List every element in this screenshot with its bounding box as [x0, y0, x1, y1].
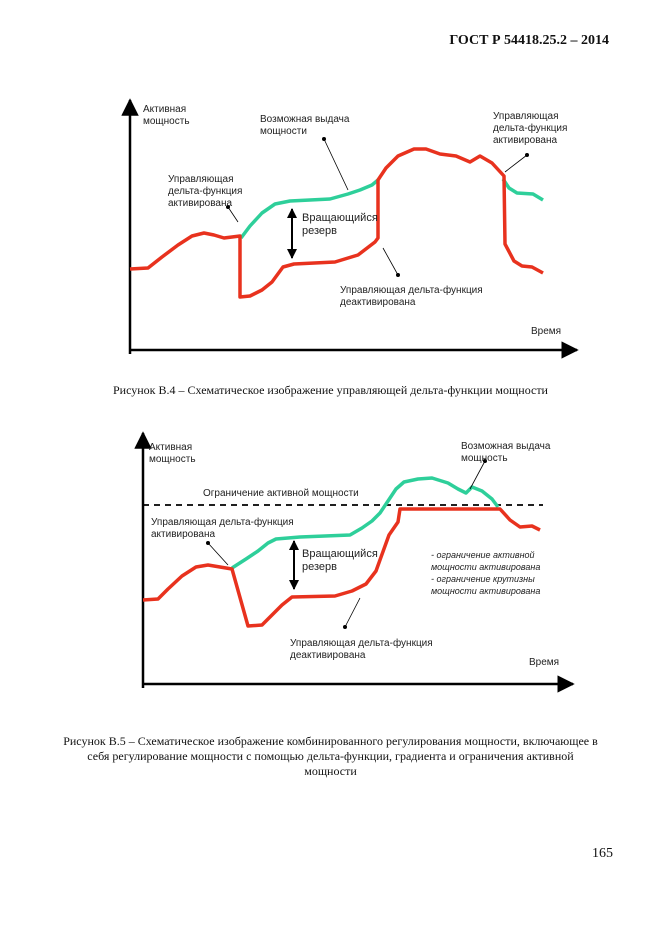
x-axis-label: Время: [531, 326, 562, 337]
y-axis-label: Активная мощность: [149, 442, 196, 465]
limits-legend: - ограничение активной мощности активирована - ограничение крутизны мощности активирована: [431, 550, 541, 596]
delta-activated-label: Управляющая дельта-функция активирована: [151, 517, 294, 540]
x-axis-label: Время: [529, 657, 560, 668]
available-power-curve-right: [503, 179, 543, 200]
power-limit-label: Ограничение активной мощности: [203, 488, 359, 499]
delta-activated-right-label: Управляющая дельта-функция активирована: [493, 111, 568, 146]
available-power-label: Возможная выдача мощности: [260, 114, 350, 137]
delta-deactivated-label: Управляющая дельта-функция деактивирована: [290, 638, 433, 661]
spinning-reserve-label: Вращающийся резерв: [302, 548, 378, 573]
figure-b4-caption: Рисунок В.4 – Схематическое изображение управляющей дельта-функции мощности: [113, 383, 548, 397]
page-number: 165: [592, 846, 613, 861]
y-axis-label: Активная мощность: [143, 104, 190, 127]
figure-b5-caption: Рисунок В.5 – Схематическое изображение комбинированного регулирования мощности, включающее в себя регулирование мощности с помощью дельта-функции, градиента и ограничения активной мощности: [63, 734, 598, 778]
available-power-label: Возможная выдача мощность: [461, 441, 551, 464]
delta-activated-left-label: Управляющая дельта-функция активирована: [168, 174, 243, 209]
figure-b4-diagram: [0, 92, 661, 377]
delta-deactivated-label: Управляющая дельта-функция деактивирована: [340, 285, 483, 308]
spinning-reserve-label: Вращающийся резерв: [302, 212, 378, 237]
figure-b5-diagram: [0, 425, 661, 710]
document-header: ГОСТ Р 54418.25.2 – 2014: [449, 33, 609, 48]
